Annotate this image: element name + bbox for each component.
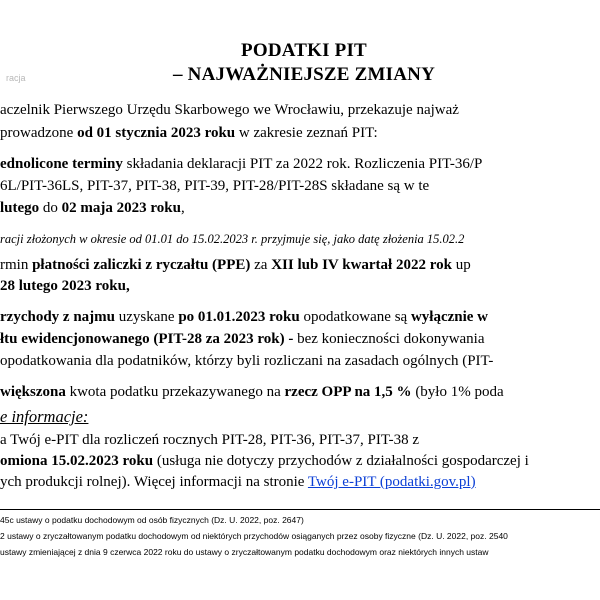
item-2-period: XII lub IV kwartał 2022 rok xyxy=(271,257,452,273)
item-3-tax-form: łtu ewidencjonowanego (PIT-28 za 2023 rok) - xyxy=(0,331,294,347)
item-2-text-a: rmin xyxy=(0,257,33,273)
item-1-note xyxy=(0,230,464,248)
item-3-line-2 xyxy=(0,330,485,348)
item-1-deadline: 02 maja 2023 roku xyxy=(61,200,181,216)
item-1-heading: ednolicone terminy xyxy=(0,156,123,172)
item-3-text-g: bez konieczności dokonywania xyxy=(293,331,485,347)
footnote-2: 2 ustawy o zryczałtowanym podatku dochodowym od niektórych przychodów osiąganych przez osoby fizyczne (Dz. U. 2022, poz. 2540 xyxy=(0,531,508,541)
item-1-comma: , xyxy=(180,200,185,216)
footnote-1: 45c ustawy o podatku dochodowym od osób fizycznych (Dz. U. 2022, poz. 2647) xyxy=(0,515,304,525)
footnote-divider xyxy=(0,509,600,510)
section-text-2: (usługa nie dotyczy przychodów z działalności gospodarczej i xyxy=(153,453,529,469)
intro-line-1 xyxy=(0,101,459,119)
item-1-to: do xyxy=(39,200,62,216)
intro-text-2a: prowadzone xyxy=(0,125,78,141)
intro-line-2 xyxy=(0,124,378,142)
section-date: omiona 15.02.2023 roku xyxy=(0,453,154,469)
section-line-1 xyxy=(0,431,419,449)
item-3-text-h: opodatkowania dla podatników, którzy byli rozliczani na zasadach ogólnych (PIT- xyxy=(0,353,494,369)
item-3-exclusive: wyłącznie w xyxy=(410,309,489,325)
item-1-line-2 xyxy=(0,177,429,195)
item-3-line-1 xyxy=(0,308,488,326)
watermark-text: racja xyxy=(6,73,26,83)
item-1-start: lutego xyxy=(0,200,40,216)
section-line-2 xyxy=(0,452,529,470)
item-4-opp: rzecz OPP na 1,5 % xyxy=(284,384,412,400)
item-3-date: po 01.01.2023 roku xyxy=(178,309,300,325)
intro-text-2c: w zakresie zeznań PIT: xyxy=(235,125,378,141)
footnote-3: ustawy zmieniającej z dnia 9 czerwca 2022 roku do ustawy o zryczałtowanym podatku dochodowym oraz niektórych innych ustaw xyxy=(0,547,489,557)
note-text: racji złożonych w okresie od 01.01 do 15.02.2023 r. przyjmuje się, jako datę złożenia 15.02.2 xyxy=(0,232,465,246)
item-3-line-3 xyxy=(0,352,493,370)
item-2-heading: płatności zaliczki z ryczałtu (PPE) xyxy=(32,257,251,273)
item-1-line-1 xyxy=(0,155,482,173)
item-1-text: składania deklaracji PIT za 2022 rok. Rozliczenia PIT-36/P xyxy=(122,156,483,172)
item-3-heading: rzychody z najmu xyxy=(0,309,115,325)
section-text-1: a Twój e-PIT dla rozliczeń rocznych PIT-28, PIT-36, PIT-37, PIT-38 z xyxy=(0,432,420,448)
item-3-text-d: opodatkowane są xyxy=(299,309,411,325)
item-3-text-b: uzyskane xyxy=(115,309,179,325)
item-4-text-d: (było 1% poda xyxy=(411,384,504,400)
page-subtitle: – NAJWAŻNIEJSZE ZMIANY xyxy=(173,64,435,85)
item-1-line-3 xyxy=(0,199,185,217)
item-1-forms: 6L/PIT-36LS, PIT-37, PIT-38, PIT-39, PIT-28/PIT-28S składane są w te xyxy=(0,178,430,194)
intro-text-1: aczelnik Pierwszego Urzędu Skarbowego we Wrocławiu, przekazuje najważ xyxy=(0,102,459,118)
e-pit-link[interactable]: Twój e-PIT (podatki.gov.pl) xyxy=(307,474,476,490)
page-title: PODATKI PIT xyxy=(241,40,367,61)
intro-date: od 01 stycznia 2023 roku xyxy=(77,125,236,141)
item-4-heading: większona xyxy=(0,384,66,400)
item-2-deadline: 28 lutego 2023 roku, xyxy=(0,278,130,294)
item-2-line-2 xyxy=(0,277,130,295)
item-2-text-e: up xyxy=(451,257,471,273)
item-2-line-1 xyxy=(0,256,471,274)
item-2-text-c: za xyxy=(250,257,272,273)
item-4-text-b: kwota podatku przekazywanego na xyxy=(65,384,285,400)
item-4-line-1 xyxy=(0,383,504,401)
section-line-3 xyxy=(0,473,476,491)
section-heading: e informacje: xyxy=(0,407,89,426)
section-text-3: ych produkcji rolnej). Więcej informacji na stronie xyxy=(0,474,308,490)
